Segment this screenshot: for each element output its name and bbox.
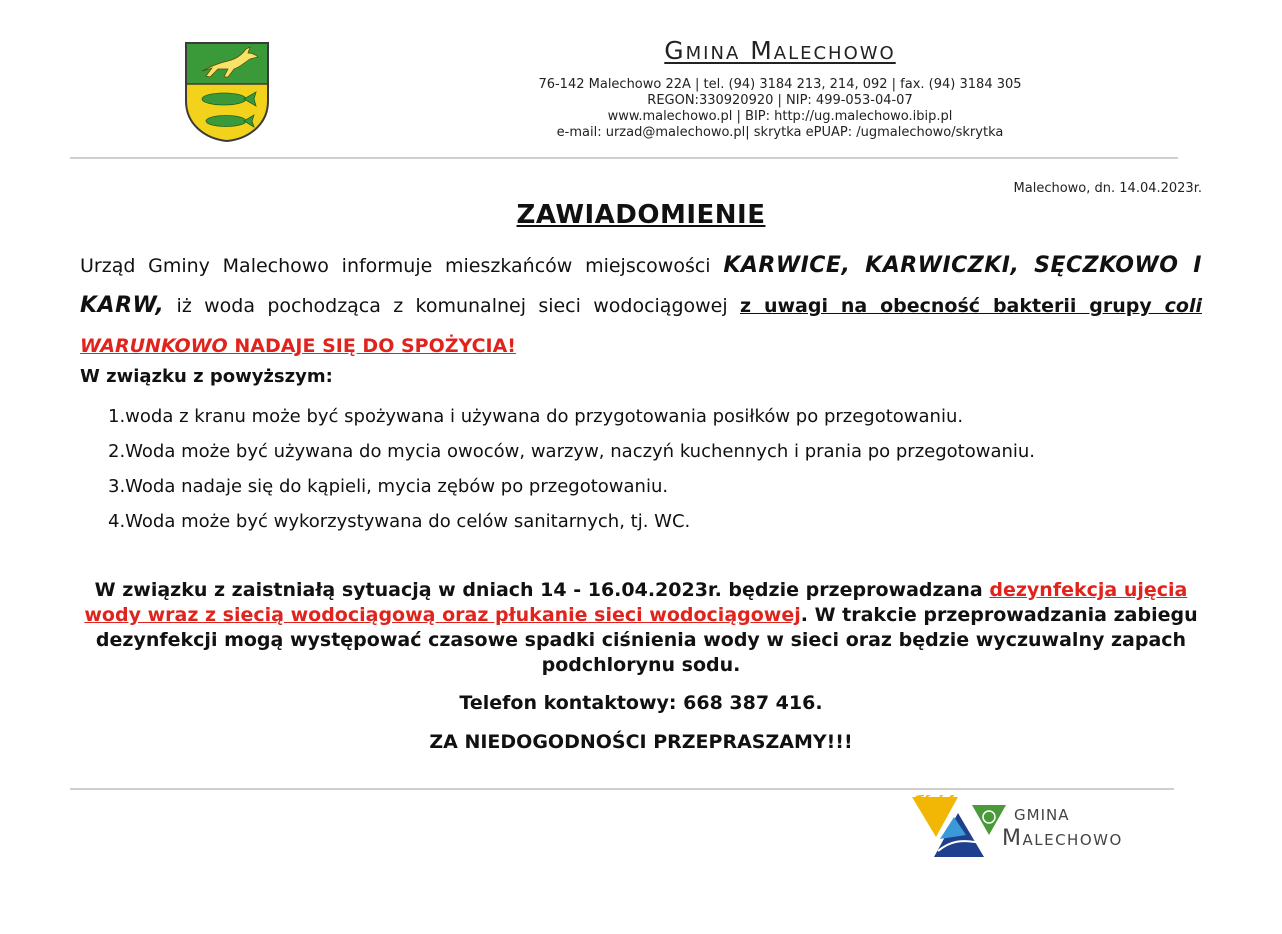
- intro-towns: KARWICE, KARWICZKI, SĘCZKOWO I KARW,: [80, 253, 1202, 318]
- list-item: 2.Woda może być używana do mycia owoców, warzyw, naczyń kuchennych i prania po przegotowaniu.: [108, 441, 1036, 462]
- notice-rest: . W trakcie przeprowadzania zabiegu dezynfekcji mogą występować czasowe spadki ciśnienia wody w sieci oraz będzie wyczuwalny zapach podchlorynu sodu.: [95, 604, 1198, 676]
- intro-warning-italic: WARUNKOWO: [80, 335, 228, 357]
- notice-highlight: dezynfekcja ujęcia wody wraz z siecią wodociągową oraz płukanie sieci wodociągowej: [84, 579, 1188, 626]
- apology-line: ZA NIEDOGODNOŚCI PRZEPRASZAMY!!!: [429, 731, 853, 753]
- municipality-title: Gmina Malechowo: [664, 36, 896, 65]
- intro-reason: [740, 295, 1202, 317]
- list-item: 3.Woda nadaje się do kąpieli, mycia zębów po przegotowaniu.: [108, 476, 669, 497]
- logo-label-top: GMINA: [1014, 806, 1070, 824]
- logo-label-bottom: Malechowo: [1002, 826, 1123, 851]
- intro-lead: Urząd Gminy Malechowo informuje mieszkańców miejscowości: [80, 255, 724, 277]
- intro-warning-rest: NADAJE SIĘ DO SPOŻYCIA!: [227, 335, 516, 357]
- list-item: 1.woda z kranu może być spożywana i używana do przygotowania posiłków po przegotowaniu.: [108, 406, 964, 427]
- notice-lead: W związku z zaistniałą sytuacją w dniach 14 - 16.04.2023r. będzie przeprowadzana: [94, 579, 990, 601]
- intro-warning: [80, 335, 516, 357]
- coat-of-arms-emblem: [184, 41, 270, 143]
- intro-paragraph: [80, 246, 1202, 366]
- email-epuap-line: e-mail: urzad@malechowo.pl| skrytka ePUAP: /ugmalechowo/skrytka: [556, 125, 1004, 140]
- document-title: ZAWIADOMIENIE: [516, 200, 766, 230]
- intro-reason-italic: coli: [1164, 295, 1203, 317]
- footer-divider: [70, 788, 1174, 790]
- web-bip-line: www.malechowo.pl | BIP: http://ug.malechowo.ibip.pl: [607, 109, 953, 124]
- regon-nip-line: REGON:330920920 | NIP: 499-053-04-07: [647, 93, 913, 108]
- intro-middle: iż woda pochodząca z komunalnej sieci wodociągowej: [164, 295, 740, 317]
- recommendations-list: [108, 399, 1035, 539]
- contact-phone: Telefon kontaktowy: 668 387 416.: [459, 692, 823, 714]
- address-line: 76-142 Malechowo 22A | tel. (94) 3184 213, 214, 092 | fax. (94) 3184 305: [538, 77, 1022, 92]
- section-heading: W związku z powyższym:: [80, 366, 333, 387]
- document-date: Malechowo, dn. 14.04.2023r.: [1013, 181, 1202, 196]
- list-item: 4.Woda może być wykorzystywana do celów sanitarnych, tj. WC.: [108, 511, 691, 532]
- header-divider: [70, 157, 1178, 159]
- intro-reason-text: z uwagi na obecność bakterii grupy: [739, 295, 1165, 317]
- disinfection-notice: [80, 578, 1202, 678]
- letterhead: [480, 36, 1080, 141]
